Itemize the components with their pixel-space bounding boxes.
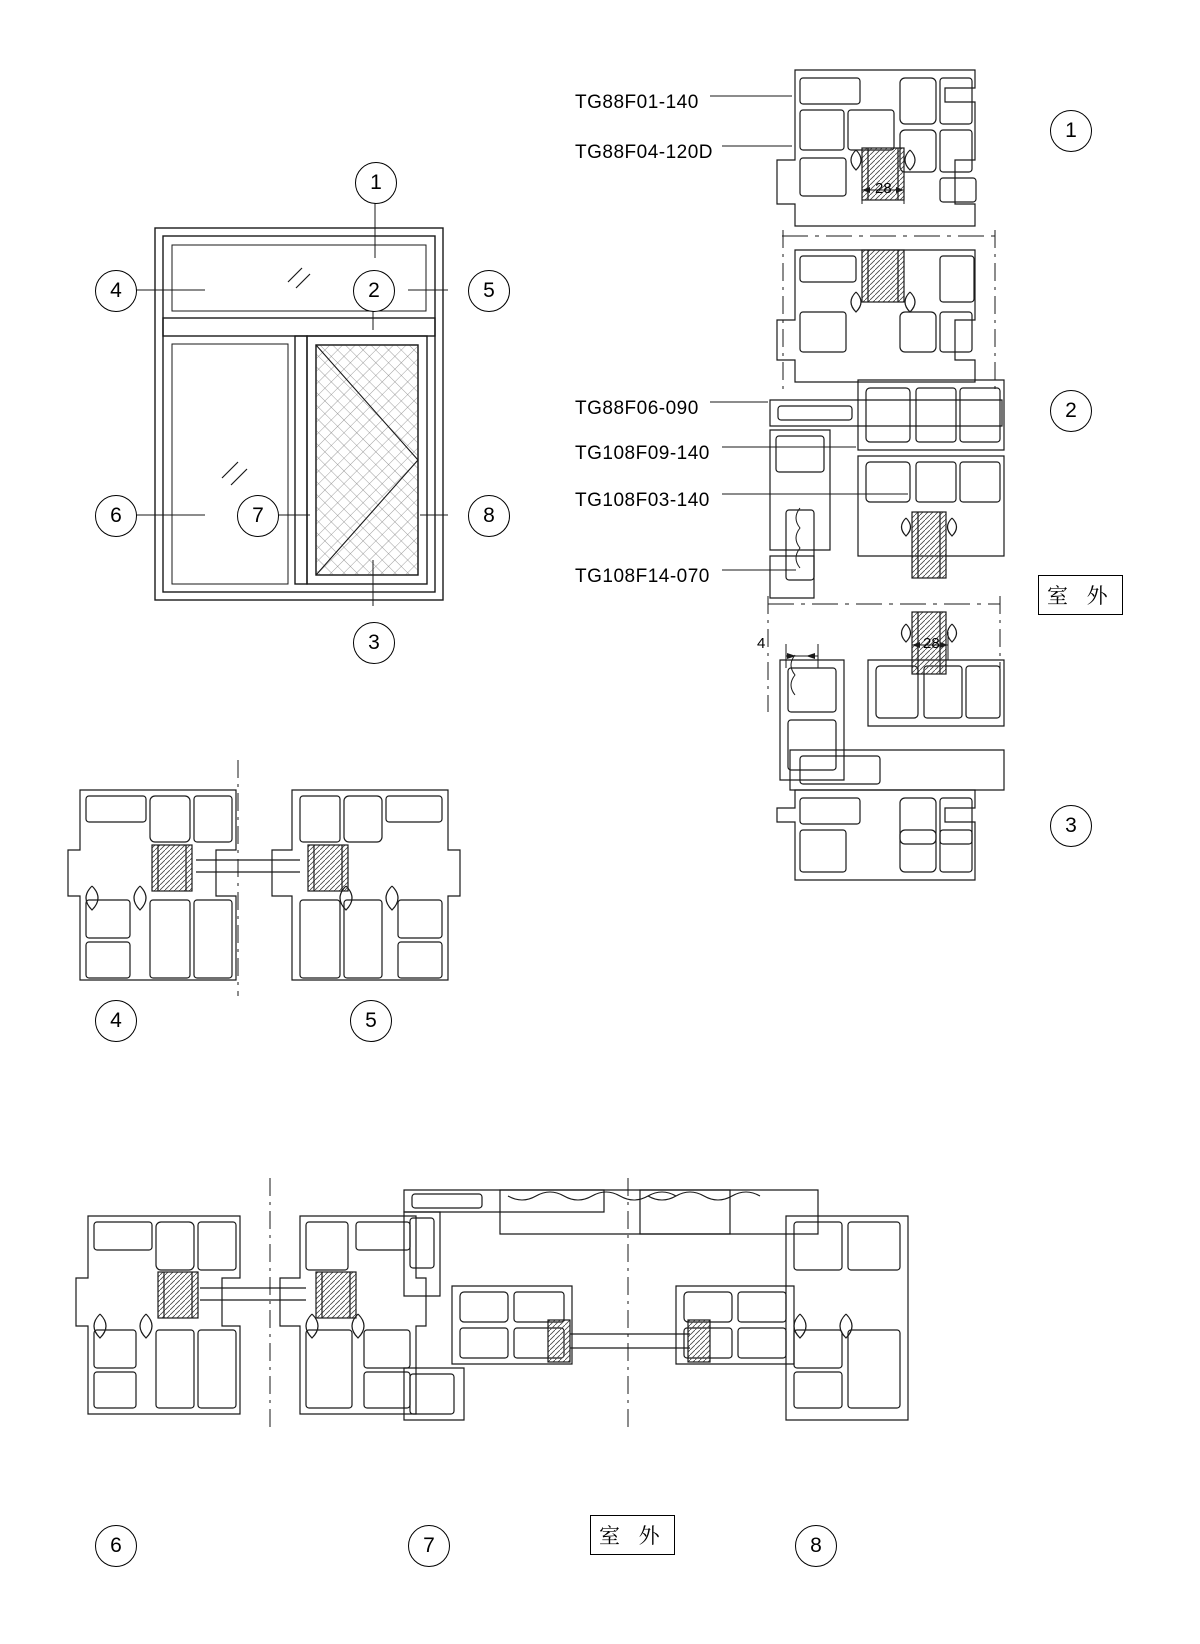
elevation-callout-4: 4 [95, 270, 137, 312]
callout-marker-7: 7 [408, 1525, 450, 1567]
callout-marker-5: 5 [350, 1000, 392, 1042]
callout-marker-1: 1 [1050, 110, 1092, 152]
part-label-tg108f09-140: TG108F09-140 [575, 443, 710, 464]
detail-1-sill [777, 250, 975, 382]
exterior-label-right: 室 外 [1038, 575, 1123, 615]
callout-marker-4: 4 [95, 1000, 137, 1042]
elevation-callout-6: 6 [95, 495, 137, 537]
elevation-callout-2: 2 [353, 270, 395, 312]
elevation-callout-8: 8 [468, 495, 510, 537]
part-label-tg108f14-070: TG108F14-070 [575, 566, 710, 587]
elevation-callout-5: 5 [468, 270, 510, 312]
elevation-view [136, 200, 448, 606]
detail-2-transom [770, 380, 1004, 598]
section-stack-right [710, 70, 1004, 880]
part-label-tg88f06-090: TG88F06-090 [575, 398, 699, 419]
part-label-tg88f01-140: TG88F01-140 [575, 92, 699, 113]
part-label-tg88f04-120d: TG88F04-120D [575, 142, 714, 163]
exterior-label-bottom: 室 外 [590, 1515, 675, 1555]
callout-marker-6: 6 [95, 1525, 137, 1567]
callout-marker-3: 3 [1050, 805, 1092, 847]
part-label-tg108f03-140: TG108F03-140 [575, 490, 710, 511]
detail-6-7-8-section [76, 1178, 908, 1432]
detail-4-5-section [68, 760, 460, 996]
callout-marker-2: 2 [1050, 390, 1092, 432]
dimension-label-28-lower: 28 [923, 635, 940, 652]
callout-marker-8: 8 [795, 1525, 837, 1567]
elevation-callout-7: 7 [237, 495, 279, 537]
dimension-label-28-top: 28 [875, 180, 892, 197]
elevation-callout-1: 1 [355, 162, 397, 204]
dimension-label-4: 4 [757, 635, 766, 652]
detail-3-sill [777, 612, 1004, 880]
detail-1-head [777, 70, 976, 226]
elevation-callout-3: 3 [353, 622, 395, 664]
